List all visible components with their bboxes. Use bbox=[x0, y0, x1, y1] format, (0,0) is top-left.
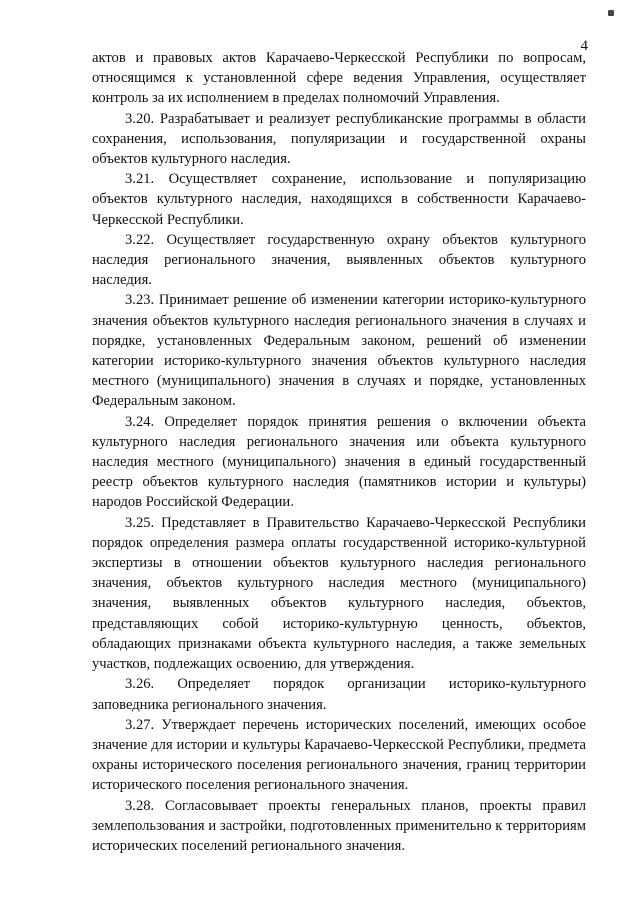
document-body bbox=[92, 48, 586, 856]
paragraph-3-22: 3.22. Осуществляет государственную охрану объектов культурного наследия регионального значения, выявленных объектов культурного наследия. bbox=[92, 231, 586, 289]
paragraph-3-20: 3.20. Разрабатывает и реализует республиканские программы в области сохранения, использования, популяризации и государственной охраны объектов культурного наследия. bbox=[92, 110, 586, 168]
paragraph-3-25: 3.25. Представляет в Правительство Карачаево-Черкесской Республики порядок определения размера оплаты государственной историко-культурной экспертизы в отношении объектов культурного наследия регионального значения, объектов культурного наследия местного (муниципального) значения, выявленных объектов культурного наследия, объектов, представляющих собой историко-культурную ценность, объектов, обладающих признаками объекта культурного наследия, а также земельных участков, подлежащих освоению, для утверждения. bbox=[92, 514, 586, 673]
paragraph-3-21: 3.21. Осуществляет сохранение, использование и популяризацию объектов культурного наследия, находящихся в собственности Карачаево-Черкесской Республики. bbox=[92, 171, 586, 228]
paragraph-continuation: актов и правовых актов Карачаево-Черкесской Республики по вопросам, относящимся к установленной сфере ведения Управления, осуществляет контроль за их исполнением в пределах полномочий Управления. bbox=[92, 50, 586, 107]
paragraph-3-28: 3.28. Согласовывает проекты генеральных планов, проекты правил землепользования и застройки, подготовленных применительно к территориям исторических поселений регионального значения. bbox=[92, 797, 586, 854]
page-number: 4 bbox=[580, 38, 588, 54]
paragraph-3-26: 3.26. Определяет порядок организации историко-культурного заповедника регионального значения. bbox=[92, 676, 586, 713]
paragraph-3-24: 3.24. Определяет порядок принятия решения о включении объекта культурного наследия регионального значения или объекта культурного наследия местного (муниципального) значения в единый государственный реестр объектов культурного наследия (памятников истории и культуры) народов Российской Федерации. bbox=[92, 413, 586, 511]
paragraph-3-27: 3.27. Утверждает перечень исторических поселений, имеющих особое значение для истории и культуры Карачаево-Черкесской Республики, предмета охраны исторического поселения регионального значения, границ территории исторического поселения регионального значения. bbox=[92, 716, 586, 794]
scan-mark bbox=[608, 10, 614, 16]
paragraph-3-23: 3.23. Принимает решение об изменении категории историко-культурного значения объектов культурного наследия регионального значения в случаях и порядке, установленных Федеральным законом, решений об изменении категории историко-культурного значения объектов культурного наследия местного (муниципального) значения в случаях и порядке, установленных Федеральным законом. bbox=[92, 292, 586, 410]
